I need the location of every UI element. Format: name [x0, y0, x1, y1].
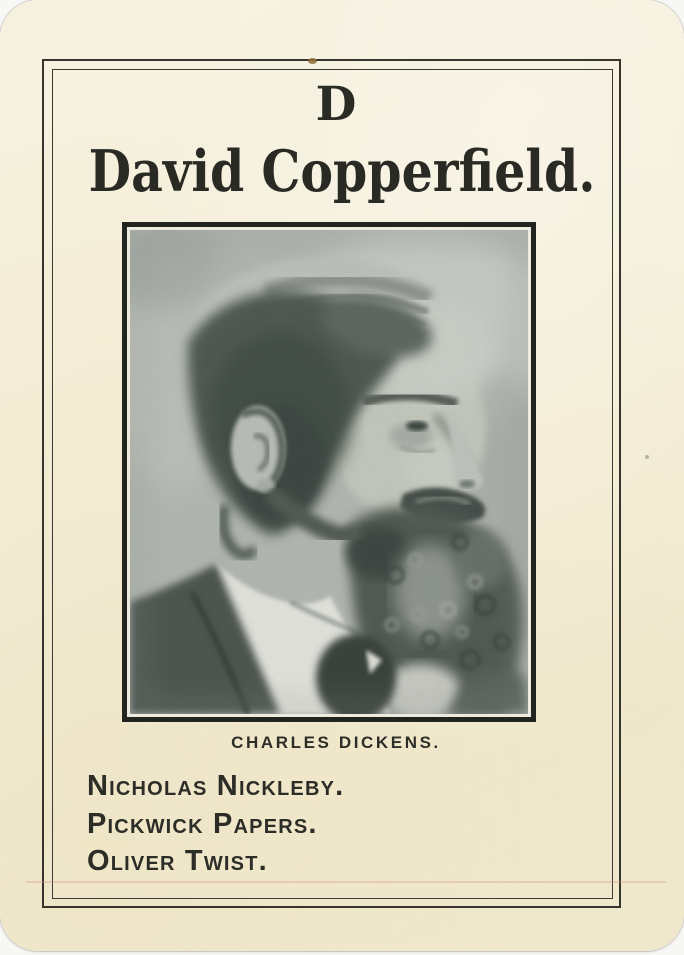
- book-list: [87, 768, 344, 881]
- book-item: Oliver Twist.: [87, 845, 268, 877]
- paper-speck: [308, 58, 317, 64]
- print-artifact-line: [26, 881, 666, 883]
- card-index-letter: D: [315, 77, 357, 132]
- portrait-caption: CHARLES DICKENS.: [231, 733, 441, 752]
- paper-speck: [645, 455, 649, 459]
- charles-dickens-portrait-image: [130, 230, 528, 714]
- portrait-frame: [122, 222, 536, 722]
- book-item: Nicholas Nickleby.: [87, 770, 345, 802]
- book-item: Pickwick Papers.: [87, 807, 318, 840]
- card-title: David Copperfield.: [88, 138, 596, 205]
